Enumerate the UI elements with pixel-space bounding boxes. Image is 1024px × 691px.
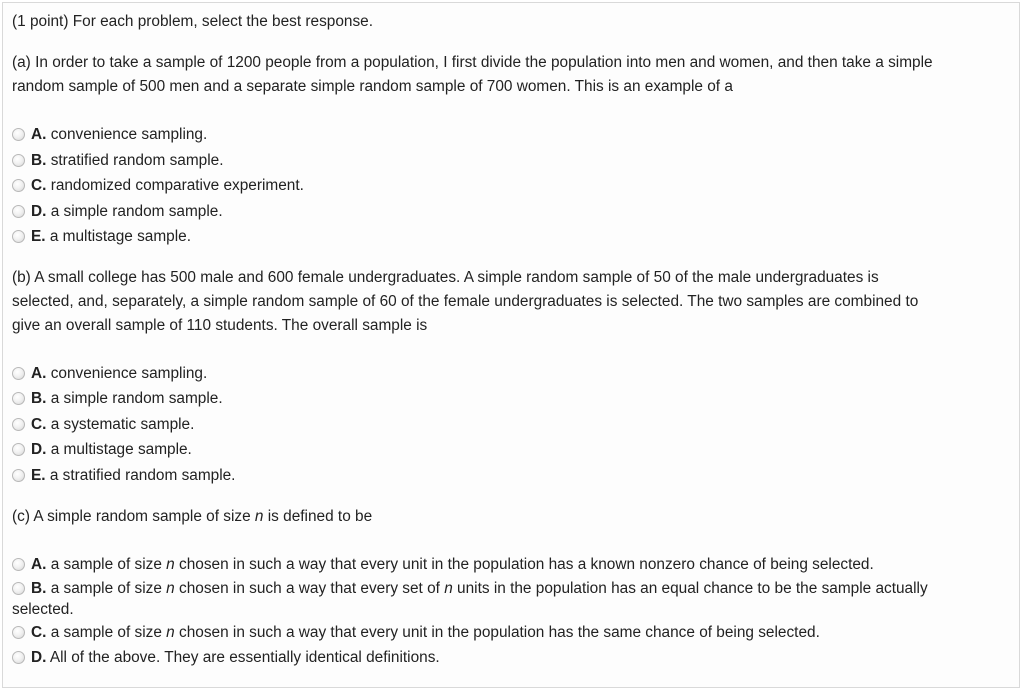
option-b-C[interactable] bbox=[12, 415, 194, 435]
radio-button[interactable] bbox=[12, 128, 25, 141]
radio-button[interactable] bbox=[12, 626, 25, 639]
option-text: a systematic sample. bbox=[50, 416, 195, 433]
option-variable: n bbox=[166, 556, 175, 573]
option-text: a sample of size bbox=[50, 580, 167, 597]
option-text: a simple random sample. bbox=[50, 390, 223, 407]
option-c-B-wrap: selected. bbox=[12, 601, 74, 618]
option-text: convenience sampling. bbox=[50, 126, 208, 143]
option-text: chosen in such a way that every set of bbox=[174, 580, 445, 597]
option-letter: B. bbox=[31, 390, 47, 407]
option-variable: n bbox=[166, 580, 175, 597]
option-c-A[interactable] bbox=[12, 555, 874, 575]
option-letter: C. bbox=[31, 416, 47, 433]
option-letter: E. bbox=[31, 467, 46, 484]
radio-button[interactable] bbox=[12, 582, 25, 595]
question-b-stem-line-2: selected, and, separately, a simple random sample of 60 of the female undergraduates is selected. The two samples are combined to bbox=[12, 293, 919, 310]
question-b-stem-line-1: (b) A small college has 500 male and 600 female undergraduates. A simple random sample of 50 of the male undergraduates is bbox=[12, 269, 879, 286]
radio-button[interactable] bbox=[12, 418, 25, 431]
option-c-B[interactable] bbox=[12, 579, 928, 599]
option-letter: A. bbox=[31, 556, 47, 573]
option-text: All of the above. They are essentially identical definitions. bbox=[49, 649, 440, 666]
option-a-E[interactable] bbox=[12, 227, 191, 247]
option-c-D[interactable] bbox=[12, 648, 440, 668]
option-text: a sample of size bbox=[50, 624, 167, 641]
radio-button[interactable] bbox=[12, 558, 25, 571]
option-variable: n bbox=[166, 624, 175, 641]
radio-button[interactable] bbox=[12, 230, 25, 243]
option-text: a sample of size bbox=[50, 556, 167, 573]
option-a-D[interactable] bbox=[12, 202, 223, 222]
option-text: units in the population has an equal chance to be the sample actually bbox=[452, 580, 928, 597]
option-letter: D. bbox=[31, 203, 47, 220]
option-variable: n bbox=[444, 580, 453, 597]
option-letter: B. bbox=[31, 580, 47, 597]
option-letter: D. bbox=[31, 441, 47, 458]
question-b-stem-line-3: give an overall sample of 110 students. The overall sample is bbox=[12, 317, 428, 334]
question-a-stem-line-1: (a) In order to take a sample of 1200 people from a population, I first divide the population into men and women, and then take a simple bbox=[12, 54, 933, 71]
option-text: a multistage sample. bbox=[49, 228, 191, 245]
problem-header: (1 point) For each problem, select the best response. bbox=[12, 13, 374, 30]
radio-button[interactable] bbox=[12, 205, 25, 218]
option-a-B[interactable] bbox=[12, 151, 223, 171]
option-text: convenience sampling. bbox=[50, 365, 208, 382]
stem-variable: n bbox=[254, 508, 264, 525]
option-letter: E. bbox=[31, 228, 46, 245]
radio-button[interactable] bbox=[12, 651, 25, 664]
option-letter: D. bbox=[31, 649, 47, 666]
question-a-stem-line-2: random sample of 500 men and a separate simple random sample of 700 women. This is an example of a bbox=[12, 78, 733, 95]
option-letter: A. bbox=[31, 126, 47, 143]
option-a-A[interactable] bbox=[12, 125, 207, 145]
question-c-stem bbox=[12, 507, 372, 527]
option-b-B[interactable] bbox=[12, 389, 223, 409]
option-letter: C. bbox=[31, 177, 47, 194]
option-text: stratified random sample. bbox=[50, 152, 224, 169]
radio-button[interactable] bbox=[12, 392, 25, 405]
option-b-D[interactable] bbox=[12, 440, 192, 460]
stem-text: is defined to be bbox=[263, 508, 373, 525]
option-b-E[interactable] bbox=[12, 466, 235, 486]
option-text: a stratified random sample. bbox=[49, 467, 236, 484]
option-c-C[interactable] bbox=[12, 623, 820, 643]
radio-button[interactable] bbox=[12, 154, 25, 167]
option-letter: B. bbox=[31, 152, 47, 169]
radio-button[interactable] bbox=[12, 443, 25, 456]
radio-button[interactable] bbox=[12, 179, 25, 192]
radio-button[interactable] bbox=[12, 367, 25, 380]
option-text: a simple random sample. bbox=[50, 203, 223, 220]
option-text: a multistage sample. bbox=[50, 441, 192, 458]
option-text: chosen in such a way that every unit in the population has the same chance of being selected. bbox=[174, 624, 820, 641]
option-a-C[interactable] bbox=[12, 176, 304, 196]
option-text: randomized comparative experiment. bbox=[50, 177, 304, 194]
option-letter: A. bbox=[31, 365, 47, 382]
option-letter: C. bbox=[31, 624, 47, 641]
option-text: chosen in such a way that every unit in the population has a known nonzero chance of being selected. bbox=[174, 556, 874, 573]
radio-button[interactable] bbox=[12, 469, 25, 482]
option-b-A[interactable] bbox=[12, 364, 207, 384]
stem-text: (c) A simple random sample of size bbox=[12, 508, 255, 525]
